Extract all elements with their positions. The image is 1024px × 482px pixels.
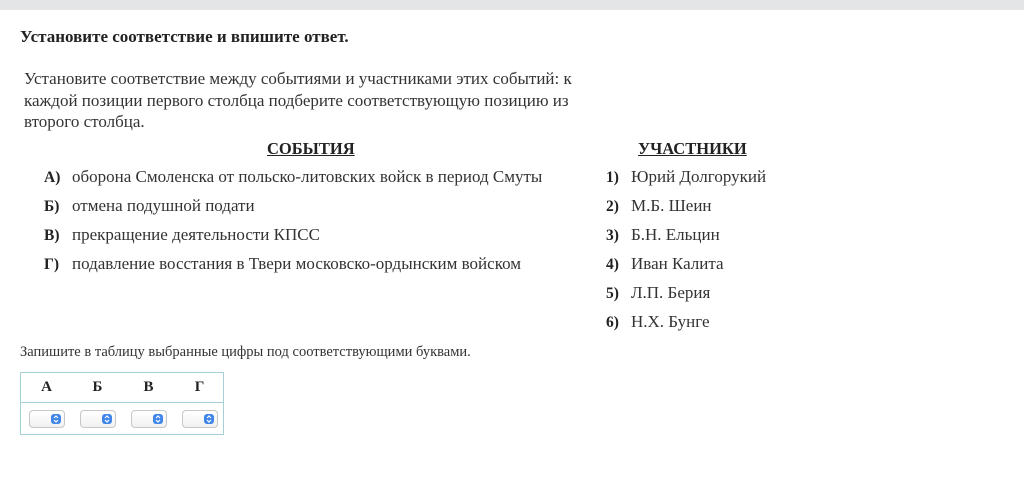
- chevron-updown-icon: [102, 414, 112, 424]
- participant-text: М.Б. Шеин: [631, 196, 712, 215]
- participant-item-6: [606, 312, 710, 334]
- event-letter: Б): [44, 198, 60, 215]
- chevron-updown-icon: [153, 414, 163, 424]
- event-text: подавление восстания в Твери московско-ордынским войском: [72, 254, 522, 273]
- top-bar: [0, 0, 1024, 10]
- participant-number: 5): [606, 285, 619, 302]
- participant-item-1: [606, 167, 766, 189]
- participant-item-2: [606, 196, 712, 218]
- participant-text: Б.Н. Ельцин: [631, 225, 720, 244]
- instruction-text: Установите соответствие между событиями и участниками этих событий: к каждой позиции первого столбца подберите соответствующую позицию из второго столбца.: [24, 69, 572, 131]
- participant-number: 4): [606, 256, 619, 273]
- participant-text: Юрий Долгорукий: [631, 167, 767, 186]
- answer-column-a: А: [41, 379, 52, 395]
- answer-prompt: Запишите в таблицу выбранные цифры под соответствующими буквами.: [20, 344, 471, 360]
- participant-number: 3): [606, 227, 619, 244]
- events-column-header: СОБЫТИЯ: [267, 139, 355, 158]
- participant-text: Н.Х. Бунге: [631, 312, 710, 331]
- event-letter: В): [44, 227, 60, 244]
- event-item-g: [44, 254, 521, 276]
- event-text: оборона Смоленска от польско-литовских войск в период Смуты: [72, 167, 543, 186]
- participant-item-3: [606, 225, 720, 247]
- answer-select-a[interactable]: [29, 410, 65, 428]
- answer-select-g[interactable]: [182, 410, 218, 428]
- answer-select-b[interactable]: [80, 410, 116, 428]
- task-title: Установите соответствие и впишите ответ.: [20, 27, 349, 46]
- event-text: прекращение деятельности КПСС: [72, 225, 320, 244]
- event-item-b: [44, 196, 255, 218]
- chevron-updown-icon: [204, 414, 214, 424]
- answer-column-g: Г: [194, 379, 205, 395]
- event-text: отмена подушной подати: [72, 196, 255, 215]
- participant-number: 2): [606, 198, 619, 215]
- event-letter: Г): [44, 256, 60, 273]
- participant-text: Л.П. Берия: [631, 283, 711, 302]
- answer-table: [20, 372, 224, 435]
- event-item-v: [44, 225, 320, 247]
- participant-number: 1): [606, 169, 619, 186]
- participant-number: 6): [606, 314, 619, 331]
- participant-item-5: [606, 283, 710, 305]
- answer-table-header: [21, 373, 223, 403]
- answer-select-v[interactable]: [131, 410, 167, 428]
- participant-text: Иван Калита: [631, 254, 724, 273]
- answer-column-b: Б: [92, 379, 103, 395]
- chevron-updown-icon: [51, 414, 61, 424]
- event-item-a: [44, 167, 542, 189]
- event-letter: А): [44, 169, 61, 186]
- answer-column-v: В: [143, 379, 154, 395]
- participant-item-4: [606, 254, 724, 276]
- participants-column-header: УЧАСТНИКИ: [638, 139, 747, 158]
